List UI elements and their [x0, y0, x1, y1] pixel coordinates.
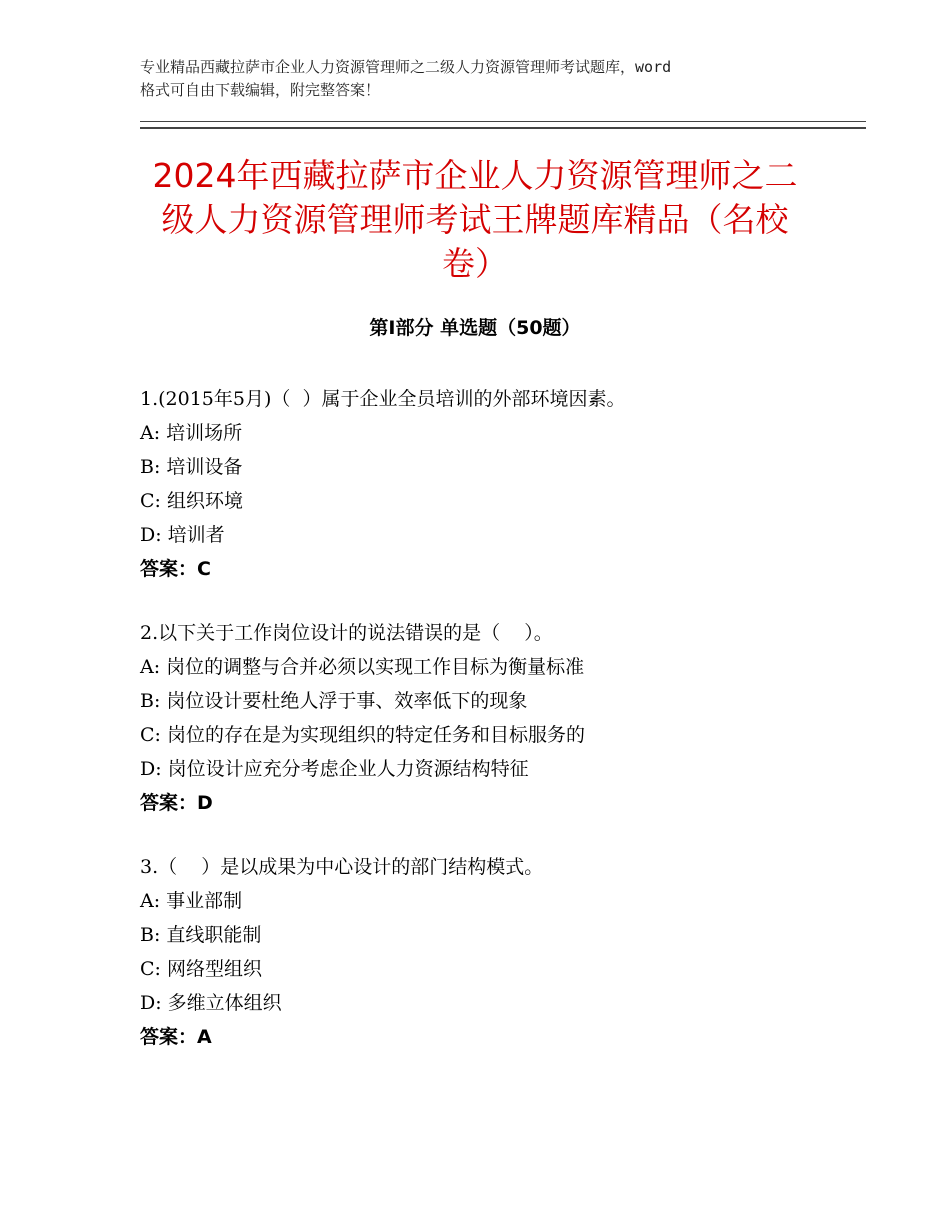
question-stem: 1.(2015年5月)（ ）属于企业全员培训的外部环境因素。 [140, 388, 626, 410]
title-line-2: 级人力资源管理师考试王牌题库精品（名校 [161, 200, 789, 239]
answer-line: 答案：C [140, 558, 211, 580]
option-a: A: 岗位的调整与合并必须以实现工作目标为衡量标准 [140, 656, 585, 678]
title-line-1: 2024年西藏拉萨市企业人力资源管理师之二 [152, 156, 798, 195]
page-header [140, 56, 820, 102]
option-b: B: 培训设备 [140, 456, 243, 478]
option-d: D: 培训者 [140, 524, 225, 546]
option-d: D: 岗位设计应充分考虑企业人力资源结构特征 [140, 758, 529, 780]
header-divider [140, 121, 866, 129]
option-b: B: 直线职能制 [140, 924, 262, 946]
question-1 [140, 382, 870, 586]
option-a: A: 事业部制 [140, 890, 243, 912]
question-list [140, 382, 870, 1084]
question-stem: 2.以下关于工作岗位设计的说法错误的是（ ）。 [140, 622, 553, 644]
document-title [130, 154, 820, 286]
header-line-2: 格式可自由下载编辑，附完整答案！ [140, 81, 381, 99]
option-c: C: 组织环境 [140, 490, 243, 512]
option-c: C: 岗位的存在是为实现组织的特定任务和目标服务的 [140, 724, 585, 746]
title-line-3: 卷） [442, 244, 508, 283]
header-line-1: 专业精品西藏拉萨市企业人力资源管理师之二级人力资源管理师考试题库，word [140, 58, 672, 76]
option-b: B: 岗位设计要杜绝人浮于事、效率低下的现象 [140, 690, 528, 712]
option-d: D: 多维立体组织 [140, 992, 282, 1014]
question-3 [140, 850, 870, 1054]
answer-line: 答案：D [140, 792, 213, 814]
question-stem: 3.（ ）是以成果为中心设计的部门结构模式。 [140, 856, 544, 878]
question-2 [140, 616, 870, 820]
section-heading: 第Ⅰ部分 单选题（50题） [369, 317, 581, 339]
answer-line: 答案：A [140, 1026, 212, 1048]
option-a: A: 培训场所 [140, 422, 243, 444]
option-c: C: 网络型组织 [140, 958, 262, 980]
